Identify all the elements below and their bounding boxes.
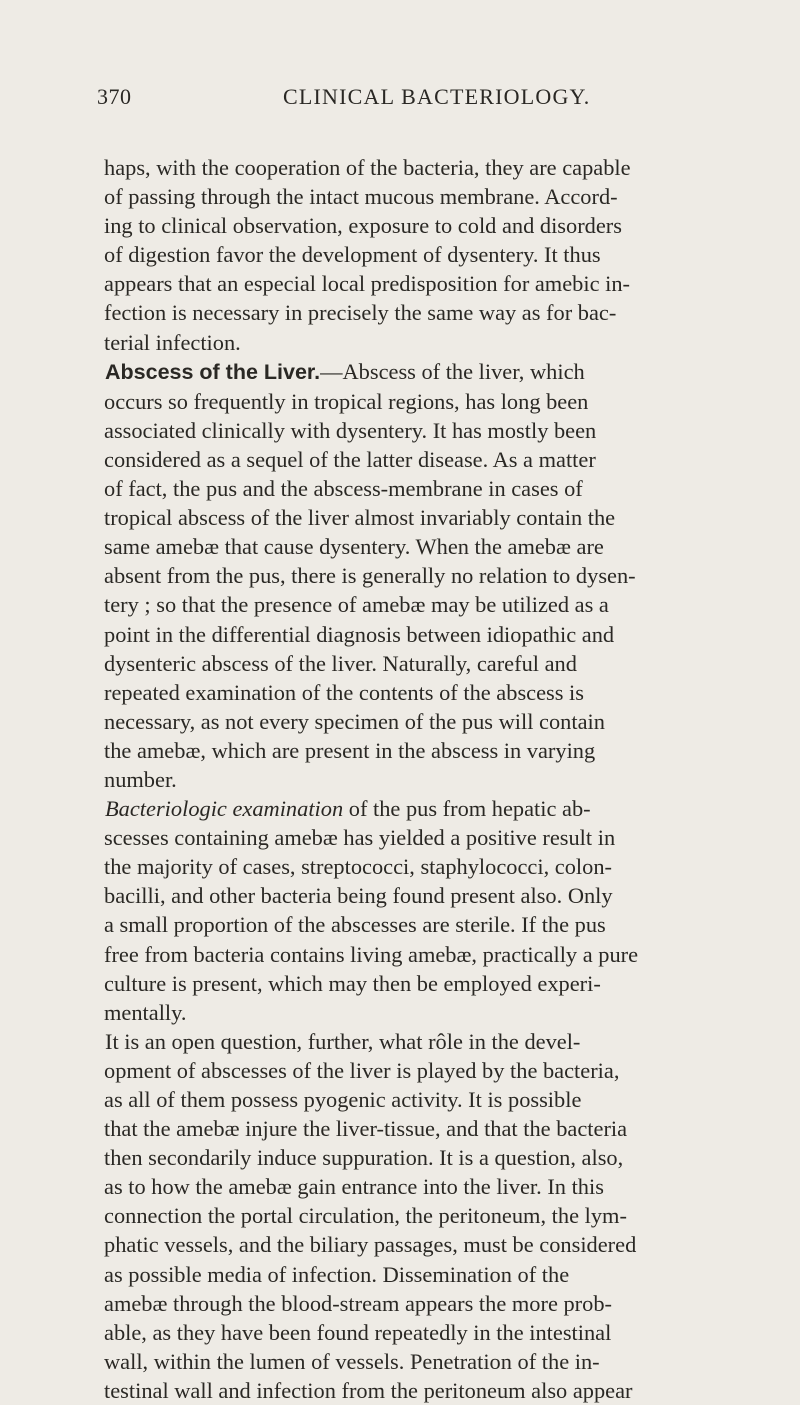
text-line: dysenteric abscess of the liver. Naturally, careful and <box>104 650 577 676</box>
paragraph-open-question <box>104 1027 714 1405</box>
text-line: able, as they have been found repeatedly in the intestinal <box>104 1319 612 1345</box>
text-line: testinal wall and infection from the peritoneum also appear <box>104 1377 633 1403</box>
text-line: connection the portal circulation, the peritoneum, the lym- <box>104 1203 627 1229</box>
text-line: tery ; so that the presence of amebæ may be utilized as a <box>104 592 609 618</box>
text-line: bacilli, and other bacteria being found present also. Only <box>104 883 613 909</box>
heading-line-rest: —Abscess of the liver, which <box>320 358 585 384</box>
italic-lead: Bacteriologic examination <box>105 796 344 822</box>
text-line: as possible media of infection. Dissemination of the <box>104 1261 570 1287</box>
text-line: associated clinically with dysentery. It has mostly been <box>104 417 597 443</box>
text-line: opment of abscesses of the liver is played by the bacteria, <box>104 1057 620 1083</box>
text-line: phatic vessels, and the biliary passages, must be considered <box>104 1232 637 1258</box>
page-header <box>0 84 800 114</box>
body-text <box>104 153 714 1405</box>
paragraph-liver-abscess <box>104 357 714 794</box>
text-line <box>104 794 714 823</box>
text-line <box>104 357 714 387</box>
text-line: repeated examination of the contents of the abscess is <box>104 679 584 705</box>
text-line: It is an open question, further, what rôle in the devel- <box>105 1028 581 1054</box>
text-line: same amebæ that cause dysentery. When the amebæ are <box>104 534 604 560</box>
text-line: absent from the pus, there is generally no relation to dysen- <box>104 563 636 589</box>
text-line: amebæ through the blood-stream appears the more prob- <box>104 1290 612 1316</box>
text-line: culture is present, which may then be employed experi- <box>104 970 601 996</box>
text-line: necessary, as not every specimen of the pus will contain <box>104 708 605 734</box>
paragraph-continuation <box>104 153 714 357</box>
text-line: of digestion favor the development of dysentery. It thus <box>104 242 601 268</box>
running-title: CLINICAL BACTERIOLOGY. <box>283 84 591 109</box>
text-line: considered as a sequel of the latter disease. As a matter <box>104 446 596 472</box>
text-line: a small proportion of the abscesses are sterile. If the pus <box>104 912 606 938</box>
paragraph-bacteriologic-examination <box>104 794 714 1027</box>
italic-line-rest: of the pus from hepatic ab- <box>343 796 591 822</box>
text-line: point in the differential diagnosis between idiopathic and <box>104 621 615 647</box>
text-line: tropical abscess of the liver almost invariably contain the <box>104 505 616 531</box>
text-line: terial infection. <box>104 329 241 355</box>
text-line: then secondarily induce suppuration. It is a question, also, <box>104 1145 624 1171</box>
text-line: haps, with the cooperation of the bacteria, they are capable <box>104 155 631 180</box>
text-line: scesses containing amebæ has yielded a positive result in <box>104 825 616 851</box>
text-line: as all of them possess pyogenic activity. It is possible <box>104 1087 582 1112</box>
page-number: 370 <box>97 84 132 109</box>
text-line: the majority of cases, streptococci, staphylococci, colon- <box>104 854 612 880</box>
text-line: appears that an especial local predisposition for amebic in- <box>104 271 630 297</box>
text-line: ing to clinical observation, exposure to cold and disorders <box>104 213 622 239</box>
text-line: of fact, the pus and the abscess-membrane in cases of <box>104 476 583 502</box>
section-heading: Abscess of the Liver. <box>105 359 321 384</box>
text-line: fection is necessary in precisely the same way as for bac- <box>104 300 617 326</box>
text-line: occurs so frequently in tropical regions, has long been <box>104 388 589 414</box>
text-line: mentally. <box>104 999 187 1025</box>
text-line: wall, within the lumen of vessels. Penetration of the in- <box>104 1348 600 1374</box>
text-line: as to how the amebæ gain entrance into the liver. In this <box>104 1174 604 1200</box>
text-line: of passing through the intact mucous membrane. Accord- <box>104 184 618 210</box>
text-line: number. <box>104 766 177 792</box>
text-line: free from bacteria contains living amebæ, practically a pure <box>104 941 639 967</box>
text-line: that the amebæ injure the liver-tissue, and that the bacteria <box>104 1116 628 1142</box>
text-line: the amebæ, which are present in the abscess in varying <box>104 737 596 763</box>
